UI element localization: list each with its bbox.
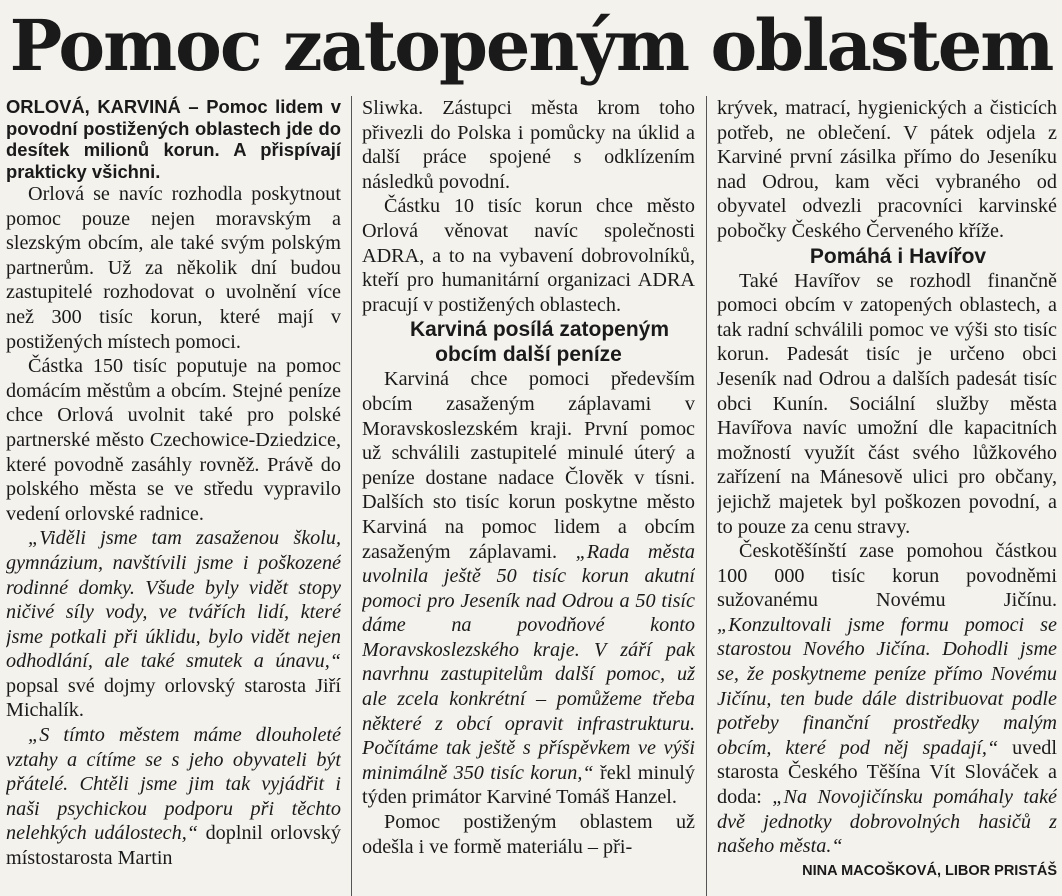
article-column-2	[362, 96, 695, 896]
quote: „S tímto městem máme dlouholeté vztahy a cítíme se s jeho obyvateli být přátelé. Chtěli jsme jim tak vyjádřit i naši psychickou podporu při těchto nelehkých událostech,“	[6, 724, 341, 845]
section-subhead: Pomáhá i Havířov	[809, 244, 987, 268]
paragraph: Částku 10 tisíc korun chce město Orlová věnovat navíc společnosti ADRA, a to na vybavení dobrovolníků, kteří pro humanitární organizaci ADRA pracují v postižených oblastech.	[362, 195, 695, 316]
paragraph: Sliwka. Zástupci města krom toho přivezli do Polska i pomůcky na úklid a další práce spojené s odklízením následků povodní.	[362, 97, 695, 193]
article-headline: Pomoc zatopeným oblastem	[9, 4, 1053, 87]
attribution: doplnil orlovský místostarosta Martin	[6, 822, 341, 870]
quote: „Viděli jsme tam zasaženou školu, gymnázium, navštívili jsme i poškozené rodinné domky. Všude byly vidět stopy ničivé síly vody, ve tvářích lidí, které jsme potkali při úklidu, bylo vidět nejen odhodlání, ale také smutek a únavu,“	[6, 527, 341, 673]
column-divider	[706, 96, 707, 896]
paragraph	[6, 723, 341, 871]
quote: „Rada města uvolnila ještě 50 tisíc korun akutní pomoci pro Jeseník nad Odrou a 50 tisíc dáme na povodňové konto Moravskoslezského kraje. V září pak navrhnu zastupitelům další pomoc, už ale zcela konkrétní – pomůžeme třeba některé z obcí opravit infrastrukturu. Počítáme tak ještě s příspěvkem ve výši minimálně 350 tisíc korun,“	[362, 540, 695, 784]
text: Českotěšínští zase pomohou částkou 100 000 tisíc korun povodněmi sužovanému Novému Jičínu.	[717, 540, 1057, 612]
quote: „Konzultovali jsme formu pomoci se starostou Nového Jičína. Dohodli jsme se, že poskytneme peníze přímo Novému Jičínu, ten bude dále distribuovat podle potřeby finanční prostředky malým obcím, které pod něj spadají,“	[717, 613, 1057, 759]
paragraph	[6, 526, 341, 723]
article-column-3	[717, 96, 1057, 896]
section-subhead: Karviná posílá zatopeným obcím další peníze	[409, 318, 670, 367]
paragraph	[717, 539, 1057, 859]
author-byline: NINA MACOŠKOVÁ, LIBOR PRISTÁŠ	[802, 862, 1057, 879]
paragraph: Také Havířov se rozhodl finančně pomoci obcím v zatopených oblastech, a tak radní schválili pomoc ve výši sto tisíc korun. Padesát tisíc je určeno obci Jeseník nad Odrou a dalších padesát tisíc obci Kunín. Sociální služby města Havířova navíc umožní dle kapacitních možností využít část svého lůžkového zařízení na Mánesově ulici pro občany, jejichž majetek byl poškozen povodní, a to pouze za cenu stravy.	[717, 269, 1057, 538]
paragraph: Pomoc postiženým oblastem už odešla i ve formě materiálu – při-	[362, 811, 695, 858]
article-column-1	[6, 96, 341, 896]
article-lead: ORLOVÁ, KARVINÁ – Pomoc lidem v povodní postižených oblastech jde do desítek milionů korun. A přispívají prakticky všichni.	[6, 96, 341, 182]
paragraph	[362, 367, 695, 810]
attribution: popsal své dojmy orlovský starosta Jiří Michalík.	[6, 674, 341, 722]
attribution: řekl minulý týden primátor Karviné Tomáš Hanzel.	[362, 761, 695, 809]
quote: „Na Novojičínsku pomáhaly také dvě jednotky dobrovolných hasičů z našeho města.“	[717, 786, 1057, 858]
text: Karviná chce pomoci především obcím zasaženým záplavami v Moravskoslezském kraji. První pomoc už schválili zastupitelé minulé úterý a peníze dostane nadace Člověk v tísni. Dalších sto tisíc korun poskytne město Karviná na pomoc lidem a obcím zasaženým záplavami.	[362, 368, 695, 563]
attribution: uvedl starosta Českého Těšína Vít Slováček a doda:	[717, 736, 1057, 809]
column-divider	[351, 96, 352, 896]
paragraph: krývek, matrací, hygienických a čisticích potřeb, ne oblečení. V pátek odjela z Karviné první zásilka přímo do Jeseníku nad Odrou, kam věci vybraného od obyvatel odvezli pracovníci karvinské pobočky Českého Červeného kříže.	[717, 97, 1057, 242]
paragraph: Částka 150 tisíc poputuje na pomoc domácím městům a obcím. Stejné peníze chce Orlová uvolnit také pro polské partnerské město Czechowice-Dziedzice, které povodně zasáhly rovněž. Právě do polského města se ve středu vypravilo vedení orlovské radnice.	[6, 355, 341, 525]
paragraph: Orlová se navíc rozhodla poskytnout pomoc pouze nejen moravským a slezským obcím, ale také svým polským partnerům. Už za několik dní budou zastupitelé rozhodovat o uvolnění více než 300 tisíc korun, které mají v postižených místech pomoci.	[6, 183, 341, 353]
